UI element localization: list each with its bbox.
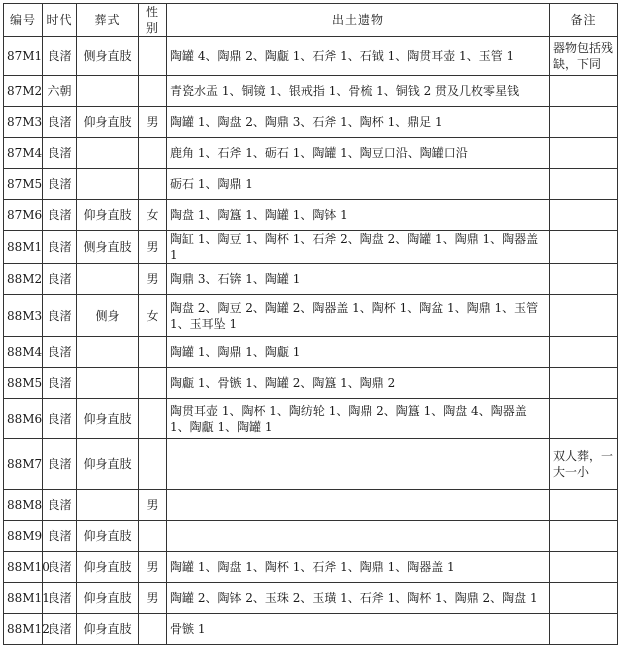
cell-note xyxy=(550,399,618,439)
cell-era: 良渚 xyxy=(43,337,77,368)
cell-sex xyxy=(139,37,167,76)
cell-burial: 侧身直肢 xyxy=(77,231,139,264)
cell-sex: 男 xyxy=(139,231,167,264)
cell-era: 良渚 xyxy=(43,399,77,439)
cell-note: 器物包括残缺，下同 xyxy=(550,37,618,76)
table-row xyxy=(4,368,618,399)
cell-burial xyxy=(77,169,139,200)
cell-note xyxy=(550,614,618,645)
cell-note xyxy=(550,264,618,295)
cell-note xyxy=(550,490,618,521)
cell-items: 陶甗 1、骨镞 1、陶罐 2、陶簋 1、陶鼎 2 xyxy=(167,368,550,399)
cell-burial: 仰身直肢 xyxy=(77,439,139,490)
cell-note xyxy=(550,337,618,368)
cell-id: 88M3 xyxy=(4,295,43,337)
cell-note xyxy=(550,138,618,169)
cell-era: 良渚 xyxy=(43,138,77,169)
cell-sex xyxy=(139,337,167,368)
cell-id: 88M6 xyxy=(4,399,43,439)
cell-era: 良渚 xyxy=(43,439,77,490)
cell-note xyxy=(550,521,618,552)
cell-burial: 仰身直肢 xyxy=(77,614,139,645)
cell-note xyxy=(550,295,618,337)
cell-items: 陶鼎 3、石锛 1、陶罐 1 xyxy=(167,264,550,295)
table-row xyxy=(4,337,618,368)
cell-items: 陶罐 1、陶盘 1、陶杯 1、石斧 1、陶鼎 1、陶器盖 1 xyxy=(167,552,550,583)
table-row xyxy=(4,614,618,645)
table-row xyxy=(4,169,618,200)
cell-id: 88M1 xyxy=(4,231,43,264)
cell-note xyxy=(550,200,618,231)
table-row xyxy=(4,439,618,490)
header-note: 备注 xyxy=(550,4,618,37)
cell-id: 87M5 xyxy=(4,169,43,200)
cell-items: 鹿角 1、石斧 1、砺石 1、陶罐 1、陶豆口沿、陶罐口沿 xyxy=(167,138,550,169)
cell-note xyxy=(550,368,618,399)
cell-sex: 男 xyxy=(139,583,167,614)
header-id: 编号 xyxy=(4,4,43,37)
cell-note xyxy=(550,231,618,264)
cell-sex xyxy=(139,368,167,399)
cell-burial: 仰身直肢 xyxy=(77,583,139,614)
cell-id: 88M11 xyxy=(4,583,43,614)
cell-sex: 女 xyxy=(139,200,167,231)
cell-items: 陶罐 4、陶鼎 2、陶甗 1、石斧 1、石钺 1、陶贯耳壶 1、玉管 1 xyxy=(167,37,550,76)
cell-id: 87M2 xyxy=(4,76,43,107)
table-row xyxy=(4,264,618,295)
table-row xyxy=(4,521,618,552)
cell-sex: 女 xyxy=(139,295,167,337)
cell-burial xyxy=(77,368,139,399)
header-sex: 性别 xyxy=(139,4,167,37)
cell-sex xyxy=(139,169,167,200)
cell-burial: 仰身直肢 xyxy=(77,552,139,583)
cell-note: 双人葬，一大一小 xyxy=(550,439,618,490)
cell-era: 良渚 xyxy=(43,200,77,231)
cell-id: 88M2 xyxy=(4,264,43,295)
cell-items: 青瓷水盂 1、铜镜 1、银戒指 1、骨梳 1、铜钱 2 贯及几枚零星钱 xyxy=(167,76,550,107)
header-era: 时代 xyxy=(43,4,77,37)
cell-id: 88M4 xyxy=(4,337,43,368)
cell-burial xyxy=(77,264,139,295)
cell-era: 良渚 xyxy=(43,583,77,614)
cell-era: 六朝 xyxy=(43,76,77,107)
cell-items xyxy=(167,439,550,490)
table-row xyxy=(4,399,618,439)
cell-sex: 男 xyxy=(139,107,167,138)
header-burial: 葬式 xyxy=(77,4,139,37)
table-row xyxy=(4,76,618,107)
cell-id: 87M3 xyxy=(4,107,43,138)
cell-items xyxy=(167,521,550,552)
cell-era: 良渚 xyxy=(43,264,77,295)
cell-items: 陶罐 1、陶鼎 1、陶甗 1 xyxy=(167,337,550,368)
cell-era: 良渚 xyxy=(43,368,77,399)
table-row xyxy=(4,138,618,169)
cell-burial: 侧身直肢 xyxy=(77,37,139,76)
cell-note xyxy=(550,169,618,200)
cell-sex: 男 xyxy=(139,490,167,521)
cell-items: 陶缸 1、陶豆 1、陶杯 1、石斧 2、陶盘 2、陶罐 1、陶鼎 1、陶器盖 1 xyxy=(167,231,550,264)
cell-burial xyxy=(77,490,139,521)
cell-sex xyxy=(139,614,167,645)
cell-id: 87M4 xyxy=(4,138,43,169)
cell-note xyxy=(550,552,618,583)
cell-items: 陶罐 2、陶钵 2、玉珠 2、玉璜 1、石斧 1、陶杯 1、陶鼎 2、陶盘 1 xyxy=(167,583,550,614)
table-row xyxy=(4,295,618,337)
cell-id: 88M10 xyxy=(4,552,43,583)
cell-sex xyxy=(139,439,167,490)
cell-sex: 男 xyxy=(139,264,167,295)
cell-era: 良渚 xyxy=(43,552,77,583)
cell-burial: 仰身直肢 xyxy=(77,521,139,552)
cell-sex xyxy=(139,138,167,169)
cell-items: 陶盘 1、陶簋 1、陶罐 1、陶钵 1 xyxy=(167,200,550,231)
table-row xyxy=(4,107,618,138)
cell-burial xyxy=(77,138,139,169)
cell-sex xyxy=(139,76,167,107)
cell-note xyxy=(550,583,618,614)
cell-items: 陶罐 1、陶盘 2、陶鼎 3、石斧 1、陶杯 1、鼎足 1 xyxy=(167,107,550,138)
cell-burial xyxy=(77,337,139,368)
cell-items: 陶贯耳壶 1、陶杯 1、陶纺轮 1、陶鼎 2、陶簋 1、陶盘 4、陶器盖 1、陶甗 1、陶罐 1 xyxy=(167,399,550,439)
header-row xyxy=(4,4,618,37)
cell-note xyxy=(550,76,618,107)
table-row xyxy=(4,200,618,231)
cell-id: 88M8 xyxy=(4,490,43,521)
cell-burial: 仰身直肢 xyxy=(77,107,139,138)
cell-era: 良渚 xyxy=(43,231,77,264)
cell-era: 良渚 xyxy=(43,295,77,337)
table-row xyxy=(4,490,618,521)
burial-inventory-table xyxy=(3,3,618,645)
cell-era: 良渚 xyxy=(43,521,77,552)
cell-items xyxy=(167,490,550,521)
cell-era: 良渚 xyxy=(43,614,77,645)
cell-era: 良渚 xyxy=(43,37,77,76)
cell-id: 88M12 xyxy=(4,614,43,645)
cell-id: 88M5 xyxy=(4,368,43,399)
cell-items: 骨镞 1 xyxy=(167,614,550,645)
cell-id: 87M6 xyxy=(4,200,43,231)
cell-id: 88M7 xyxy=(4,439,43,490)
cell-burial xyxy=(77,76,139,107)
cell-sex xyxy=(139,521,167,552)
cell-burial: 仰身直肢 xyxy=(77,399,139,439)
cell-sex xyxy=(139,399,167,439)
table-row xyxy=(4,583,618,614)
cell-burial: 侧身 xyxy=(77,295,139,337)
cell-items: 陶盘 2、陶豆 2、陶罐 2、陶器盖 1、陶杯 1、陶盆 1、陶鼎 1、玉管 1、玉耳坠 1 xyxy=(167,295,550,337)
cell-items: 砺石 1、陶鼎 1 xyxy=(167,169,550,200)
cell-sex: 男 xyxy=(139,552,167,583)
cell-id: 88M9 xyxy=(4,521,43,552)
cell-era: 良渚 xyxy=(43,107,77,138)
cell-era: 良渚 xyxy=(43,490,77,521)
table-row xyxy=(4,37,618,76)
table-row xyxy=(4,231,618,264)
cell-note xyxy=(550,107,618,138)
cell-id: 87M1 xyxy=(4,37,43,76)
cell-burial: 仰身直肢 xyxy=(77,200,139,231)
cell-era: 良渚 xyxy=(43,169,77,200)
header-items: 出土遗物 xyxy=(167,4,550,37)
table-row xyxy=(4,552,618,583)
